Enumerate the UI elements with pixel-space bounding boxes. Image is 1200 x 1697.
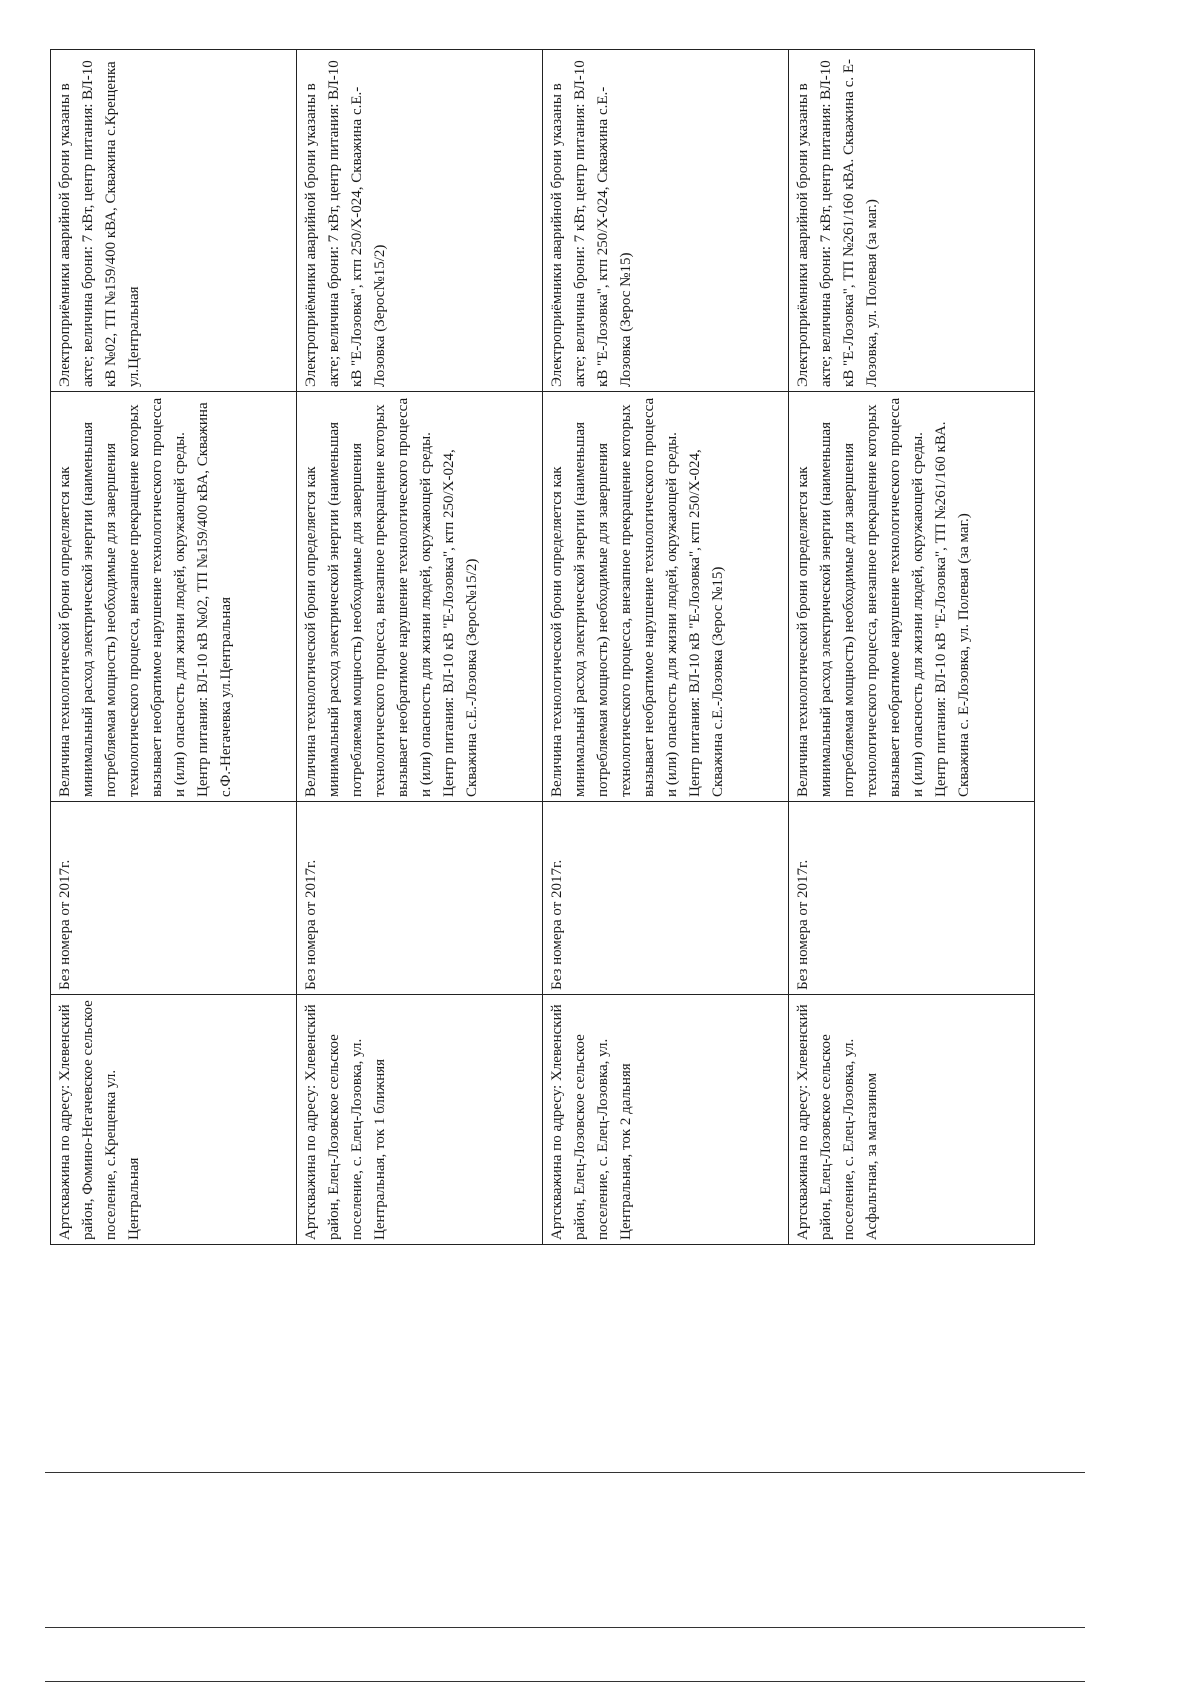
object-cell: Артскважина по адресу: Хлевенский район, Фомино-Негачевское сельское поселение, с.Крещенка ул. Центральная	[51, 995, 297, 1245]
tech-reserve-cell: Величина технологической брони определяется как минимальный расход электрической энергии (наименьшая потребляемая мощность) необходимые для завершения технологического процесса, внезапное прекращение которых вызывает необратимое нарушение технологического процесса и (или) опасность для жизни людей, окружающей среды. Центр питания: ВЛ-10 кВ "Е-Лозовка", ТП №261/160 кВА. Скважина с. Е-Лозовка, ул. Полевая (за маг.)	[789, 392, 1035, 802]
object-cell: Артскважина по адресу: Хлевенский район, Елец-Лозовское сельское поселение, с. Елец-Лозовка, ул. Асфальтная, за магазином	[789, 995, 1035, 1245]
horizontal-rule	[45, 1472, 1085, 1473]
act-cell: Без номера от 2017г.	[297, 802, 543, 995]
emergency-reserve-cell: Электроприёмники аварийной брони указаны в акте; величина брони: 7 кВт, центр питания: ВЛ-10 кВ "Е-Лозовка", ТП №261/160 кВА. Скважина с. Е-Лозовка, ул. Полевая (за маг.)	[789, 50, 1035, 392]
tech-reserve-cell: Величина технологической брони определяется как минимальный расход электрической энергии (наименьшая потребляемая мощность) необходимые для завершения технологического процесса, внезапное прекращение которых вызывает необратимое нарушение технологического процесса и (или) опасность для жизни людей, окружающей среды. Центр питания: ВЛ-10 кВ "Е-Лозовка", ктп 250/Х-024, Скважина с.Е.-Лозовка (Зерос№15/2)	[297, 392, 543, 802]
rotated-table-wrapper	[50, 50, 1035, 1245]
emergency-reserve-cell: Электроприёмники аварийной брони указаны в акте; величина брони: 7 кВт, центр питания: ВЛ-10 кВ "Е-Лозовка", ктп 250/Х-024, Скважина с.Е.-Лозовка (Зерос №15)	[543, 50, 789, 392]
tech-reserve-cell: Величина технологической брони определяется как минимальный расход электрической энергии (наименьшая потребляемая мощность) необходимые для завершения технологического процесса, внезапное прекращение которых вызывает необратимое нарушение технологического процесса и (или) опасность для жизни людей, окружающей среды. Центр питания: ВЛ-10 кВ №02, ТП №159/400 кВА, Скважина с.Ф.-Негачевка ул.Центральная	[51, 392, 297, 802]
act-cell: Без номера от 2017г.	[51, 802, 297, 995]
table-row	[789, 50, 1035, 1245]
emergency-reserve-cell: Электроприёмники аварийной брони указаны в акте; величина брони: 7 кВт, центр питания: ВЛ-10 кВ "Е-Лозовка", ктп 250/Х-024, Скважина с.Е.-Лозовка (Зерос№15/2)	[297, 50, 543, 392]
table-row	[51, 50, 297, 1245]
reservation-table	[50, 49, 1035, 1245]
tech-reserve-cell: Величина технологической брони определяется как минимальный расход электрической энергии (наименьшая потребляемая мощность) необходимые для завершения технологического процесса, внезапное прекращение которых вызывает необратимое нарушение технологического процесса и (или) опасность для жизни людей, окружающей среды. Центр питания: ВЛ-10 кВ "Е-Лозовка", ктп 250/Х-024, Скважина с.Е.-Лозовка (Зерос №15)	[543, 392, 789, 802]
object-cell: Артскважина по адресу: Хлевенский район, Елец-Лозовское сельское поселение, с. Елец-Лозовка, ул. Центральная, ток 2 дальняя	[543, 995, 789, 1245]
emergency-reserve-cell: Электроприёмники аварийной брони указаны в акте; величина брони: 7 кВт, центр питания: ВЛ-10 кВ №02, ТП №159/400 кВА, Скважина с.Крещенка ул.Центральная	[51, 50, 297, 392]
table-row	[297, 50, 543, 1245]
table-row	[543, 50, 789, 1245]
act-cell: Без номера от 2017г.	[789, 802, 1035, 995]
horizontal-rule	[45, 1627, 1085, 1628]
horizontal-rule	[45, 1681, 1085, 1682]
act-cell: Без номера от 2017г.	[543, 802, 789, 995]
object-cell: Артскважина по адресу: Хлевенский район, Елец-Лозовское сельское поселение, с. Елец-Лозовка, ул. Центральная, ток 1 ближняя	[297, 995, 543, 1245]
